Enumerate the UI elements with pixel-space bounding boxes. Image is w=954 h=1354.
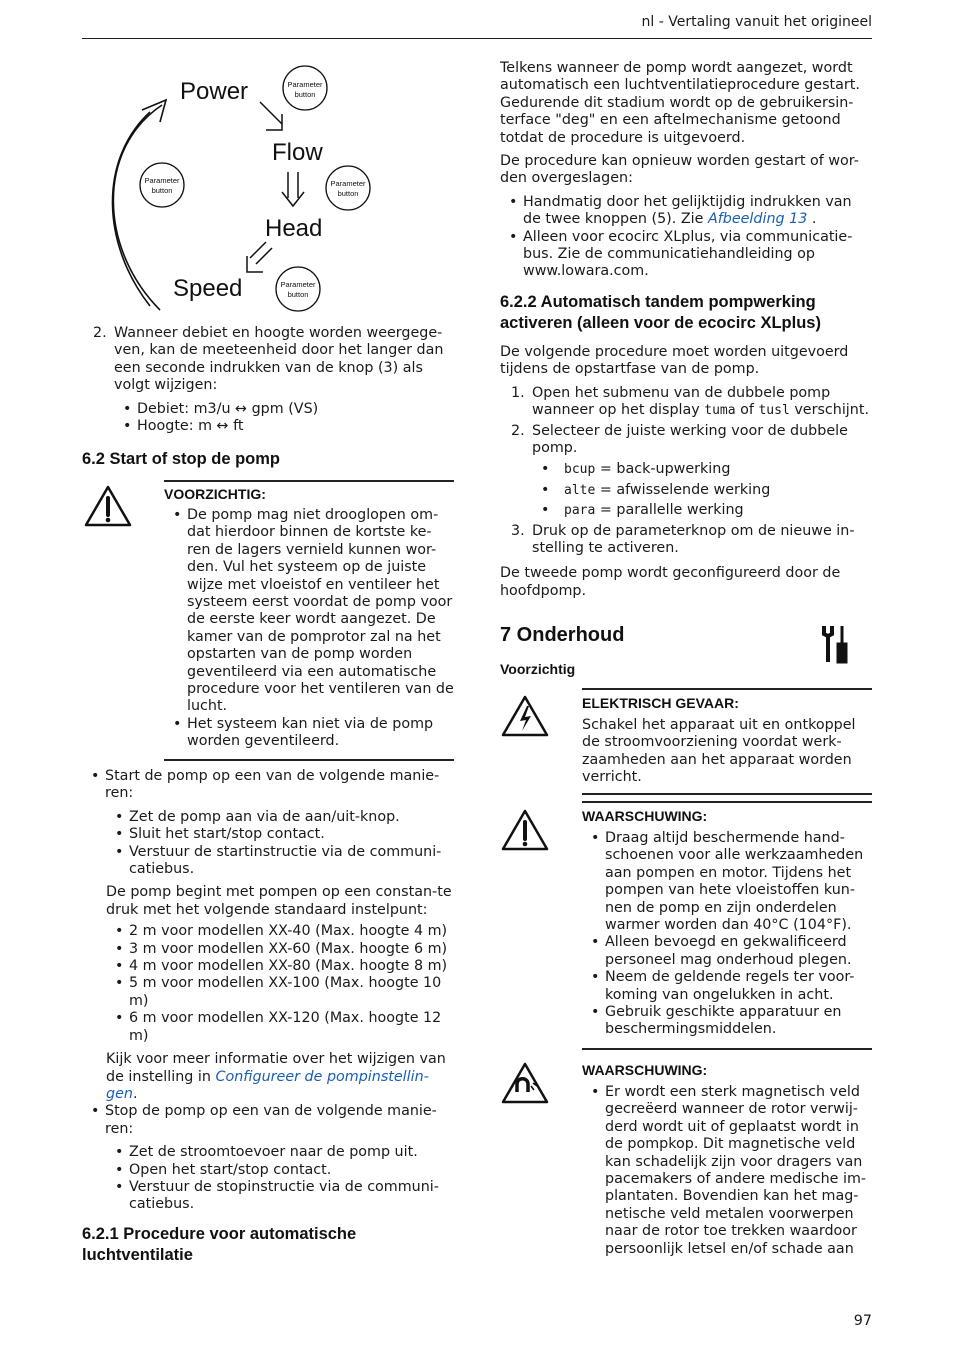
list-item: • Sluit het start/stop contact. [106,826,456,843]
head-label: Head [265,215,323,242]
list-item: • Debiet: m3/u ↔ gpm (VS) [114,401,456,418]
list-item: • Gebruik geschikte apparatuur en beschermingsmiddelen. [582,1004,872,1039]
cycle-arrow [113,105,162,310]
caution-icon [83,484,133,528]
config-link[interactable]: Configureer de pompinstellin-gen [106,1068,429,1102]
list-item: • 5 m voor modellen XX-100 (Max. hoogte 10 m) [106,975,456,1010]
svg-text:button: button [151,186,173,195]
arrow-power-flow-icon [260,102,282,130]
list-item: • Alleen bevoegd en gekwalificeerd personeel mag onderhoud plegen. [582,934,872,969]
list-item: • Hoogte: m ↔ ft [114,418,456,435]
unit-list [114,401,456,436]
header-rule [82,38,872,39]
list-item: • Stop de pomp op een van de volgende manie-ren: [82,1103,456,1138]
warning-icon [500,808,550,852]
list-item: • Verstuur de startinstructie via de communi-catiebus. [106,844,456,879]
caution-label: VOORZICHTIG: [164,486,266,502]
parameter-button-speed [276,267,320,311]
svg-text:Parameter: Parameter [144,176,180,185]
voorzichtig-heading: Voorzichtig [500,661,576,677]
list-item: • alte = afwisselende werking [532,482,872,499]
caution-text [164,507,454,751]
section-6-2-1-title: 6.2.1 Procedure voor automatische luchtventilatie [82,1225,357,1264]
parameter-button-flow [326,166,370,210]
power-label: Power [180,78,249,105]
list-item: • Het systeem kan niet via de pomp worden geventileerd. [164,716,454,751]
mode-cycle-diagram [90,60,380,320]
svg-text:Parameter: Parameter [287,80,323,89]
svg-text:button: button [337,189,359,198]
list-item: • De pomp mag niet drooglopen om-dat hierdoor binnen de kortste ke-ren de lagers vernield kunnen wor-den. Vul het systeem op de juiste wijze met vloeistof en ventileer het systeem eerst voordat de pomp voor de eerste keer wordt aangezet. De kamer van de pomprotor zal na het opstarten van de pomp worden geventileerd via een automatische procedure voor het ventileren van de lucht. [164,507,454,716]
list-item: • bcup = back-upwerking [532,461,872,478]
flow-label: Flow [272,139,323,166]
list-item: • 3 m voor modellen XX-60 (Max. hoogte 6 m) [106,941,456,958]
warning2-top-rule [582,1048,872,1050]
electric-text: Schakel het apparaat uit en ontkoppel de stroomvoorziening voordat werk-zaamheden aan het apparaat worden verricht. [582,717,856,786]
left-item-2: 2. Wanneer debiet en hoogte worden weergege-ven, kan de meeteenheid door het langer dan een seconde indrukken van de knop (3) als volgt wijzigen: • Debiet: m3/u ↔ gpm (VS) • Hoogte: m ↔ ft [82,325,456,435]
speed-label: Speed [173,275,243,302]
list-item: • para = parallelle werking [532,502,872,519]
page-header: nl - Vertaling vanuit het origineel [641,14,872,30]
page-number: 97 [853,1313,872,1329]
list-item: 1. Open het submenu van de dubbele pomp wanneer op het display tuma of tusl verschijnt. [511,384,869,419]
list-item: • Open het start/stop contact. [106,1162,456,1179]
parameter-button-power [283,66,327,110]
list-item: • Neem de geldende regels ter voor-koming van ongelukken in acht. [582,969,872,1004]
right-column-top: Telkens wanneer de pomp wordt aangezet, wordt automatisch een luchtventilatieprocedure gestart. Gedurende dit stadium wordt op de gebruikersin-terface "deg" en een aftelmechanisme getoond totdat de procedure is uitgevoerd. De procedure kan opnieuw worden gestart of wor-den overgeslagen: • Handmatig door het gelijktijdig indrukken van de twee knoppen (5). Zie Afbeelding 13 . • Alleen voor ecocirc XLplus, via communicatie-bus. Zie de communicatiehandleiding op www.lowara.com. [500,60,872,281]
list-item: 3. Druk op de parameterknop om de nieuwe in-stelling te activeren. [511,522,855,557]
list-item: • 4 m voor modellen XX-80 (Max. hoogte 8 m) [106,958,456,975]
list-item: • Zet de stroomtoevoer naar de pomp uit. [106,1144,456,1161]
list-item: • Alleen voor ecocirc XLplus, via communicatie-bus. Zie de communicatiehandleiding op www.lowara.com. [500,229,872,281]
list-item: • Handmatig door het gelijktijdig indrukken van de twee knoppen (5). Zie Afbeelding 13 . [500,194,872,229]
more-info-text: Kijk voor meer informatie over het wijzigen van de instelling in Configureer de pompinstellin-gen. [106,1051,446,1102]
start-section: • Start de pomp op een van de volgende manie-ren: • Zet de pomp aan via de aan/uit-knop. • Sluit het start/stop contact. • Verstuur de startinstructie via de communi-catiebus. De pomp begint met pompen op een constan-te druk met het volgende standaard instelpunt: • 2 m voor modellen XX-40 (Max. hoogte 4 m) • 3 m voor modellen XX-60 (Max. hoogte 6 m) • 4 m voor modellen XX-80 (Max. hoogte 8 m) • 5 m voor modellen XX-100 (Max. hoogte 10 m) • 6 m voor modellen XX-120 (Max. hoogte 12 m) Kijk voor meer informatie over het wijzigen van de instelling in Configureer de pompinstellin-gen. • Stop de pomp op een van de volgende manie-ren: • Zet de stroomtoevoer naar de pomp uit. • Open het start/stop contact. • Verstuur de stopinstructie via de communi-catiebus. [82,768,456,1214]
arrow-head-speed-icon [247,242,272,272]
figure-13-link[interactable]: Afbeelding 13 [707,211,808,228]
electric-bottom-rule [582,793,872,795]
list-item: 2. Selecteer de juiste werking voor de dubbele pomp. • bcup = back-upwerking • alte = afwisselende werking • para = parallelle werking [500,423,872,520]
warning2-label: WAARSCHUWING: [582,1062,708,1078]
electric-label: ELEKTRISCH GEVAAR: [582,695,739,711]
list-item: • Zet de pomp aan via de aan/uit-knop. [106,809,456,826]
electrical-hazard-icon [500,694,550,738]
list-item: • 6 m voor modellen XX-120 (Max. hoogte 12 m) [106,1010,456,1045]
list-item: • Er wordt een sterk magnetisch veld gecreëerd wanneer de rotor verwij-derd wordt uit of geplaatst wordt in de pompkop. Dit magnetische veld kan schadelijk zijn voor dragers van pacemakers of andere medische im-plantaten. Bovendien kan het mag-netische veld metalen voorwerpen naar de rotor toe trekken waardoor persoonlijk letsel en/of schade aan [582,1084,872,1258]
magnetic-field-icon [500,1061,550,1105]
list-item: • Verstuur de stopinstructie via de communi-catiebus. [106,1179,456,1214]
arrow-flow-head-icon [282,172,304,206]
section-6-2-title: 6.2 Start of stop de pomp [82,450,281,468]
warning1-text [582,830,872,1039]
caution-bottom-rule [164,759,454,761]
warning1-top-rule [582,801,872,803]
svg-text:Parameter: Parameter [330,179,366,188]
svg-text:button: button [287,290,309,299]
tools-icon [818,624,852,664]
parameter-button-left [140,163,184,207]
warning2-text [582,1084,872,1258]
electric-top-rule [582,688,872,690]
caution-top-rule [164,480,454,482]
section-6-2-2-title: 6.2.2 Automatisch tandem pompwerking activeren (alleen voor de ecocirc XLplus) [500,293,821,332]
list-item: • Start de pomp op een van de volgende manie-ren: [82,768,456,803]
warning1-label: WAARSCHUWING: [582,808,708,824]
list-item: • 2 m voor modellen XX-40 (Max. hoogte 4 m) [106,923,456,940]
tandem-procedure: De volgende procedure moet worden uitgevoerd tijdens de opstartfase van de pomp. 1. Open het submenu van de dubbele pomp wanneer op het display tuma of tusl verschijnt. 2. Selecteer de juiste werking voor de dubbele pomp. • bcup = back-upwerking • alte = afwisselende werking • para = parallelle werking 3. Druk op de parameterknop om de nieuwe in-stelling te activeren. De tweede pomp wordt geconfigureerd door de hoofdpomp. [500,344,872,606]
section-7-title: 7 Onderhoud [500,624,625,646]
list-item: • Draag altijd beschermende hand-schoenen voor alle werkzaamheden aan pompen en motor. Tijdens het pompen van hete vloeistoffen kun-nen de pomp en zijn onderdelen warmer worden dan 40°C (104°F). [582,830,872,934]
svg-text:button: button [294,90,316,99]
svg-text:Parameter: Parameter [280,280,316,289]
